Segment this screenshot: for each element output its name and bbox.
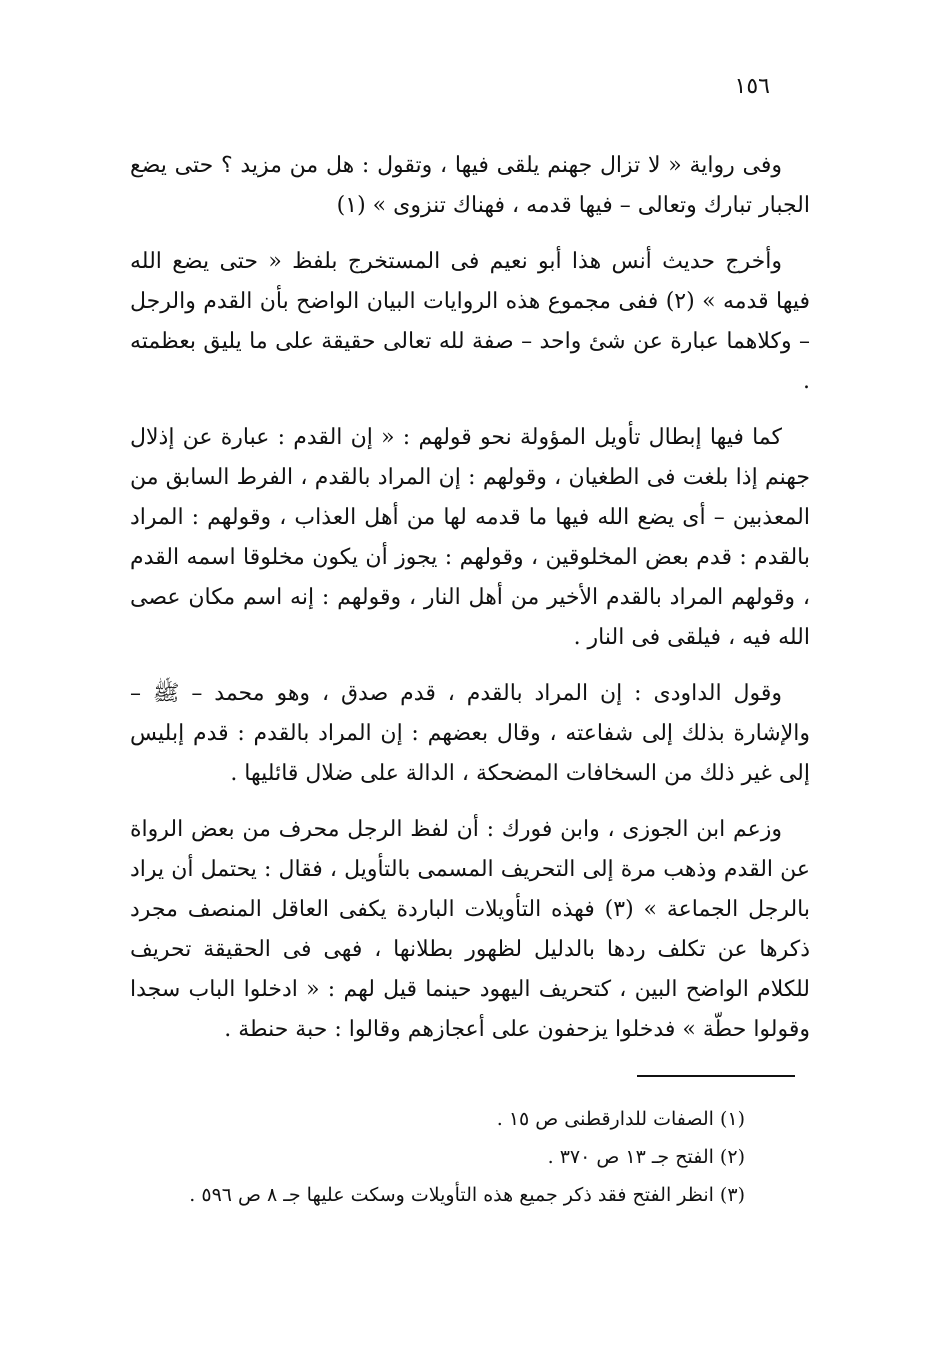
footnote-2: (٢) الفتح جـ ١٣ ص ٣٧٠ . (547, 1146, 745, 1168)
footnote-3: (٣) انظر الفتح فقد ذكر جميع هذه التأويلات وسكت عليها جـ ٨ ص ٥٩٦ . (189, 1184, 745, 1206)
paragraph-4: وقول الداودى : إن المراد بالقدم ، قدم صدق ، وهو محمد – ﷺ – والإشارة بذلك إلى شفاعته ، وقال بعضهم : إن المراد بالقدم : قدم إبليس إلى غير ذلك من السخافات المضحكة ، الدالة على ضلال قائليها . (130, 681, 810, 786)
paragraph-1: وفى رواية « لا تزال جهنم يلقى فيها ، وتقول : هل من مزيد ؟ حتى يضع الجبار تبارك وتعالى – فيها قدمه ، فهناك تنزوى » (١) (130, 153, 810, 218)
footnote-separator (637, 1075, 795, 1077)
page-number: ١٥٦ (734, 74, 770, 99)
paragraph-2: وأخرج حديث أنس هذا أبو نعيم فى المستخرج بلفظ « حتى يضع الله فيها قدمه » (٢) ففى مجموع هذه الروايات البيان الواضح بأن القدم والرجل – وكلاهما عبارة عن شئ واحد – صفة لله تعالى حقيقة على ما يليق بعظمته . (130, 249, 810, 394)
footnote-1: (١) الصفات للدارقطنى ص ١٥ . (496, 1108, 745, 1130)
paragraph-3: كما فيها إبطال تأويل المؤولة نحو قولهم : « إن القدم : عبارة عن إذلال جهنم إذا بلغت فى الطغيان ، وقولهم : إن المراد بالقدم ، الفرط السابق من المعذبين – أى يضع الله فيها ما قدمه لها من أهل العذاب ، وقولهم : المراد بالقدم : قدم بعض المخلوقين ، وقولهم : يجوز أن يكون مخلوقا اسمه القدم ، وقولهم المراد بالقدم الأخير من أهل النار ، وقولهم : إنه اسم مكان عصى الله فيه ، فيلقى فى النار . (130, 425, 810, 650)
main-text (130, 146, 810, 1066)
footnotes (125, 1100, 745, 1214)
paragraph-5: وزعم ابن الجوزى ، وابن فورك : أن لفظ الرجل محرف من بعض الرواة عن القدم وذهب مرة إلى التحريف المسمى بالتأويل ، فقال : يحتمل أن يراد بالرجل الجماعة » (٣) فهذه التأويلات الباردة يكفى العاقل المنصف مجرد ذكرها عن تكلف ردها بالدليل لظهور بطلانها ، فهى فى الحقيقة تحريف للكلام الواضح البين ، كتحريف اليهود حينما قيل لهم : « ادخلوا الباب سجدا وقولوا حطّة » فدخلوا يزحفون على أعجازهم وقالوا : حبة حنطة . (130, 817, 810, 1042)
